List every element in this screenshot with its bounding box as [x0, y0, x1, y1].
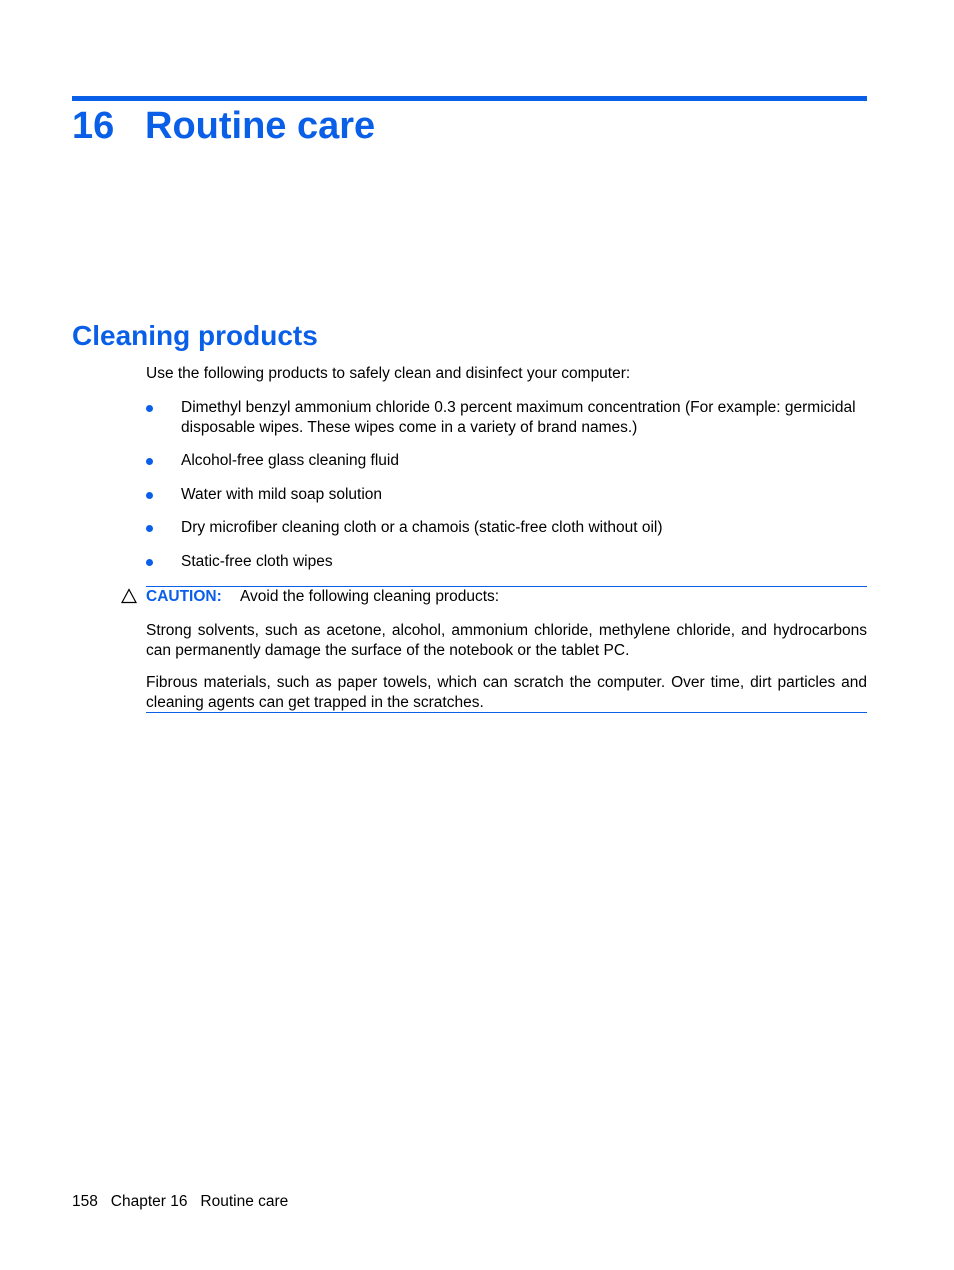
- bullet-icon: [146, 492, 153, 499]
- section-title: Cleaning products: [72, 320, 318, 351]
- caution-label: CAUTION:: [146, 588, 222, 605]
- bullet-icon: [146, 405, 153, 412]
- list-item: Water with mild soap solution: [146, 485, 867, 505]
- section-intro: Use the following products to safely clean and disinfect your computer:: [146, 365, 631, 382]
- chapter-title: [72, 100, 375, 152]
- footer-chapter-title: Routine care: [200, 1193, 289, 1210]
- list-item: Dimethyl benzyl ammonium chloride 0.3 percent maximum concentration (For example: germicidal disposable wipes. These wipes come in a variety of brand names.): [146, 398, 867, 437]
- cleaning-products-list: [146, 398, 867, 585]
- caution-paragraph: Fibrous materials, such as paper towels, which can scratch the computer. Over time, dirt particles and cleaning agents can get trapped in the scratches.: [146, 674, 867, 711]
- caution-rule-bottom: [146, 712, 867, 713]
- caution-text: Avoid the following cleaning products:: [240, 588, 500, 605]
- footer-chapter-label: Chapter 16: [110, 1193, 188, 1210]
- bullet-icon: [146, 525, 153, 532]
- chapter-number: 16: [72, 105, 115, 147]
- page-footer: [72, 1192, 288, 1212]
- bullet-icon: [146, 559, 153, 566]
- list-item: Dry microfiber cleaning cloth or a chamois (static-free cloth without oil): [146, 518, 867, 538]
- list-item: Alcohol-free glass cleaning fluid: [146, 451, 867, 471]
- warning-triangle-icon: [121, 588, 137, 604]
- chapter-title-text: Routine care: [145, 105, 376, 147]
- page-number: 158: [72, 1193, 98, 1210]
- caution-paragraph: Strong solvents, such as acetone, alcohol, ammonium chloride, methylene chloride, and hydrocarbons can permanently damage the surface of the notebook or the tablet PC.: [146, 622, 867, 659]
- list-item: Static-free cloth wipes: [146, 552, 867, 572]
- caution-line: [146, 587, 867, 607]
- bullet-icon: [146, 458, 153, 465]
